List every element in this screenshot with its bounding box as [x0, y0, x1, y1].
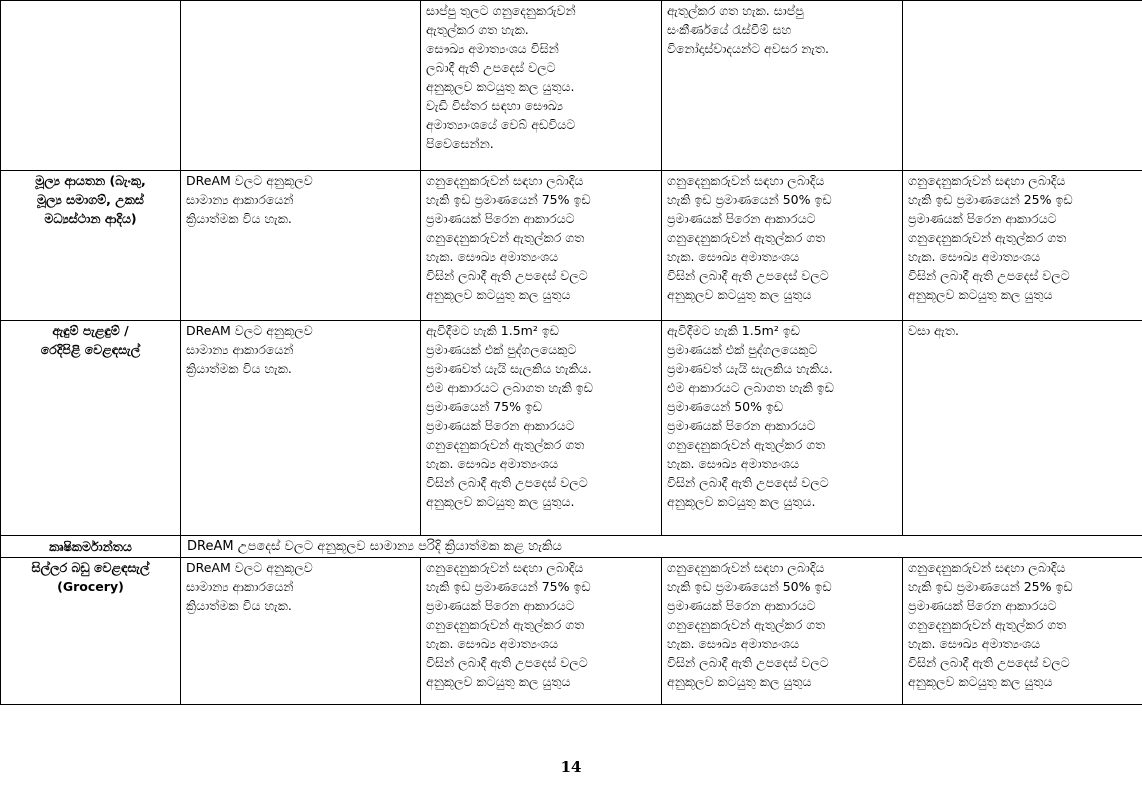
cell-text-line: ප්‍රමාණයක් පිරෙන ආකාරයට: [667, 598, 816, 613]
capacity-25-cell: [903, 321, 1142, 536]
table-row: [1, 321, 1142, 536]
cell-text-line: විසින් ලබාදී ඇති උපදෙස් වලට: [426, 475, 588, 490]
cell-text-line: හැකි ඉඩ ප්‍රමාණයෙන් 75% ඉඩ: [426, 192, 591, 207]
cell-text-line: මූල්‍ය සමාගම්, උකස්: [37, 192, 144, 207]
summary-cell: [181, 1, 421, 171]
table-row: [1, 1, 1142, 171]
capacity-75-cell: [421, 1, 662, 171]
category-cell: [1, 321, 181, 536]
cell-text-line: DReAM වලට අනුකූලව: [186, 560, 313, 575]
table-row: [1, 171, 1142, 321]
cell-text-line: හැකි ඉඩ ප්‍රමාණයෙන් 25% ඉඩ: [908, 579, 1073, 594]
table-row: [1, 558, 1142, 705]
cell-text-line: විසින් ලබාදී ඇති උපදෙස් වලට: [426, 268, 588, 283]
cell-text-line: ගනුදෙනුකරුවන් සඳහා ලබාදිය: [426, 173, 584, 188]
cell-text-line: ගනුදෙනුකරුවන් ඇතුල්කර ගත: [426, 617, 585, 632]
cell-text-line: ප්‍රමාණවත් යැයි සැලකිය හැකිය.: [667, 361, 833, 376]
cell-text-line: ප්‍රමාණයෙන් 50% ඉඩ: [667, 399, 784, 414]
cell-text-line: ගනුදෙනුකරුවන් ඇතුල්කර ගත: [667, 617, 826, 632]
cell-text-line: ප්‍රමාණයක් පිරෙන ආකාරයට: [667, 211, 816, 226]
cell-text-line: විනෝදාස්වාදයන්ට අවසර නැත.: [667, 41, 830, 56]
capacity-50-cell: [662, 171, 903, 321]
category-cell: [1, 171, 181, 321]
capacity-25-cell: [903, 171, 1142, 321]
cell-text-line: අනුකූලව කටයුතු කල යුතුය.: [667, 494, 816, 509]
cell-text-line: ප්‍රමාණයක් පිරෙන ආකාරයට: [426, 418, 575, 433]
cell-text-line: හැක. සෞඛ්‍ය අමාත්‍යංශය: [426, 636, 559, 651]
cell-text-line: හැක. සෞඛ්‍ය අමාත්‍යංශය: [667, 249, 800, 264]
cell-text-line: ගනුදෙනුකරුවන් සඳහා ලබාදිය: [908, 560, 1066, 575]
cell-text-line: ප්‍රමාණයක් පිරෙන ආකාරයට: [667, 418, 816, 433]
cell-text-line: ප්‍රමාණයක් පිරෙන ආකාරයට: [908, 211, 1057, 226]
cell-text-line: රෙදිපිළි වෙළඳසැල්: [40, 342, 141, 357]
cell-text-line: සිල්ලර බඩු වෙළඳසැල්: [31, 560, 150, 575]
table-row: [1, 536, 1142, 558]
cell-text-line: ගනුදෙනුකරුවන් ඇතුල්කර ගත: [426, 437, 585, 452]
cell-text-line: පිවෙසෙන්න.: [426, 136, 494, 151]
cell-text-line: එම ආකාරයට ලබාගත හැකි ඉඩ: [426, 380, 593, 395]
summary-cell: [181, 321, 421, 536]
cell-text-line: ක්‍රියාත්මක විය හැක.: [186, 598, 292, 613]
cell-text-line: හැක. සෞඛ්‍ය අමාත්‍යංශය: [908, 636, 1041, 651]
cell-text-line: විසින් ලබාදී ඇති උපදෙස් වලට: [908, 268, 1070, 283]
cell-text-line: ලබාදී ඇති උපදෙස් වලට: [426, 60, 556, 75]
cell-text-line: ගනුදෙනුකරුවන් සඳහා ලබාදිය: [667, 560, 825, 575]
cell-text-line: විසින් ලබාදී ඇති උපදෙස් වලට: [667, 475, 829, 490]
page-number: 14: [560, 758, 582, 776]
cell-text-line: ඇඳුම් පැළඳුම් /: [52, 323, 129, 338]
cell-text-line: ප්‍රමාණයක් එක් පුද්ගලයෙකුට: [426, 342, 577, 357]
cell-text-line: ප්‍රමාණයෙන් 75% ඉඩ: [426, 399, 543, 414]
cell-text-line: විසින් ලබාදී ඇති උපදෙස් වලට: [667, 655, 829, 670]
cell-text-line: ප්‍රමාණයක් එක් පුද්ගලයෙකුට: [667, 342, 818, 357]
cell-text-line: ගනුදෙනුකරුවන් සඳහා ලබාදිය: [426, 560, 584, 575]
cell-text-line: ප්‍රමාණයක් පිරෙන ආකාරයට: [426, 598, 575, 613]
cell-text-line: ගනුදෙනුකරුවන් ඇතුල්කර ගත: [908, 230, 1067, 245]
cell-text-line: මූල්‍ය ආයතන (බැංකු,: [35, 173, 146, 188]
cell-text-line: සාමාන්‍ය ආකාරයෙන්: [186, 342, 294, 357]
cell-text-line: සාප්පු තුලට ගනුදෙනුකරුවන්: [426, 3, 576, 18]
cell-text-line: ගනුදෙනුකරුවන් සඳහා ලබාදිය: [667, 173, 825, 188]
cell-text-line: අමාත්‍යාංශයේ වෙබ් අඩවියට: [426, 117, 576, 132]
cell-text-line: හැකි ඉඩ ප්‍රමාණයෙන් 50% ඉඩ: [667, 579, 832, 594]
cell-text-line: ඇතුල්කර ගත හැක.: [426, 22, 529, 37]
capacity-25-cell: [903, 1, 1142, 171]
capacity-75-cell: [421, 321, 662, 536]
category-cell: [1, 1, 181, 171]
cell-text-line: DReAM වලට අනුකූලව: [186, 173, 313, 188]
cell-text-line: අනුකූලව කටයුතු කල යුතුය.: [426, 79, 575, 94]
cell-text-line: වසා ඇත.: [908, 323, 960, 338]
cell-text-line: අනුකූලව කටයුතු කල යුතුය: [667, 674, 812, 689]
cell-text-line: හැකි ඉඩ ප්‍රමාණයෙන් 50% ඉඩ: [667, 192, 832, 207]
capacity-50-cell: [662, 1, 903, 171]
cell-text-line: අනුකූලව කටයුතු කල යුතුය: [667, 287, 812, 302]
cell-text-line: විසින් ලබාදී ඇති උපදෙස් වලට: [908, 655, 1070, 670]
capacity-25-cell: [903, 558, 1142, 705]
cell-text-line: එම ආකාරයට ලබාගත හැකි ඉඩ: [667, 380, 834, 395]
cell-text-line: ඇතුල්කර ගත හැක. සාප්පු: [667, 3, 804, 18]
cell-text-line: හැක. සෞඛ්‍ය අමාත්‍යංශය: [667, 456, 800, 471]
cell-text-line: ගනුදෙනුකරුවන් ඇතුල්කර ගත: [667, 437, 826, 452]
cell-text-line: ඇවිදීමට හැකි 1.5m² ඉඩ: [667, 323, 800, 338]
cell-text-line: සාමාන්‍ය ආකාරයෙන්: [186, 579, 294, 594]
cell-text-line: හැකි ඉඩ ප්‍රමාණයෙන් 25% ඉඩ: [908, 192, 1073, 207]
cell-text-line: ගනුදෙනුකරුවන් ඇතුල්කර ගත: [426, 230, 585, 245]
cell-text-line: සෞඛ්‍ය අමාත්‍යංශය විසින්: [426, 41, 559, 56]
cell-text-line: අනුකූලව කටයුතු කල යුතුය: [908, 287, 1053, 302]
cell-text-line: ප්‍රමාණයක් පිරෙන ආකාරයට: [908, 598, 1057, 613]
capacity-75-cell: [421, 171, 662, 321]
capacity-50-cell: [662, 558, 903, 705]
cell-text-line: හැක. සෞඛ්‍ය අමාත්‍යංශය: [426, 249, 559, 264]
cell-text-line: (Grocery): [57, 579, 124, 594]
cell-text-line: ගනුදෙනුකරුවන් සඳහා ලබාදිය: [908, 173, 1066, 188]
cell-text-line: වැඩි විස්තර සඳහා සෞඛ්‍ය: [426, 98, 564, 113]
cell-text-line: ඇවිදීමට හැකි 1.5m² ඉඩ: [426, 323, 559, 338]
cell-text-line: ක්‍රියාත්මක විය හැක.: [186, 211, 292, 226]
merged-guideline-cell: DReAM උපදෙස් වලට අනුකූලව සාමාන්‍ය පරිදි ක්‍රියාත්මක කළ හැකිය: [181, 536, 1142, 558]
category-cell: කෘෂිකර්මාන්තය: [1, 536, 181, 558]
cell-text-line: ප්‍රමාණයක් පිරෙන ආකාරයට: [426, 211, 575, 226]
summary-cell: [181, 171, 421, 321]
capacity-75-cell: [421, 558, 662, 705]
cell-text-line: DReAM වලට අනුකූලව: [186, 323, 313, 338]
cell-text-line: සංකීර්ණයේ රැස්වීම් සහ: [667, 22, 792, 37]
cell-text-line: අනුකූලව කටයුතු කල යුතුය: [426, 674, 571, 689]
cell-text-line: ගනුදෙනුකරුවන් ඇතුල්කර ගත: [908, 617, 1067, 632]
cell-text-line: අනුකූලව කටයුතු කල යුතුය.: [426, 494, 575, 509]
cell-text-line: අනුකූලව කටයුතු කල යුතුය: [426, 287, 571, 302]
cell-text-line: සාමාන්‍ය ආකාරයෙන්: [186, 192, 294, 207]
capacity-50-cell: [662, 321, 903, 536]
cell-text-line: විසින් ලබාදී ඇති උපදෙස් වලට: [667, 268, 829, 283]
cell-text-line: හැක. සෞඛ්‍ය අමාත්‍යංශය: [908, 249, 1041, 264]
cell-text-line: ගනුදෙනුකරුවන් ඇතුල්කර ගත: [667, 230, 826, 245]
cell-text-line: ප්‍රමාණවත් යැයි සැලකිය හැකිය.: [426, 361, 592, 376]
cell-text-line: ක්‍රියාත්මක විය හැක.: [186, 361, 292, 376]
cell-text-line: මධ්‍යස්ථාන ආදිය): [44, 211, 137, 226]
summary-cell: [181, 558, 421, 705]
cell-text-line: අනුකූලව කටයුතු කල යුතුය: [908, 674, 1053, 689]
cell-text-line: හැකි ඉඩ ප්‍රමාණයෙන් 75% ඉඩ: [426, 579, 591, 594]
category-cell: [1, 558, 181, 705]
cell-text-line: හැක. සෞඛ්‍ය අමාත්‍යංශය: [426, 456, 559, 471]
cell-text-line: විසින් ලබාදී ඇති උපදෙස් වලට: [426, 655, 588, 670]
cell-text-line: හැක. සෞඛ්‍ය අමාත්‍යංශය: [667, 636, 800, 651]
